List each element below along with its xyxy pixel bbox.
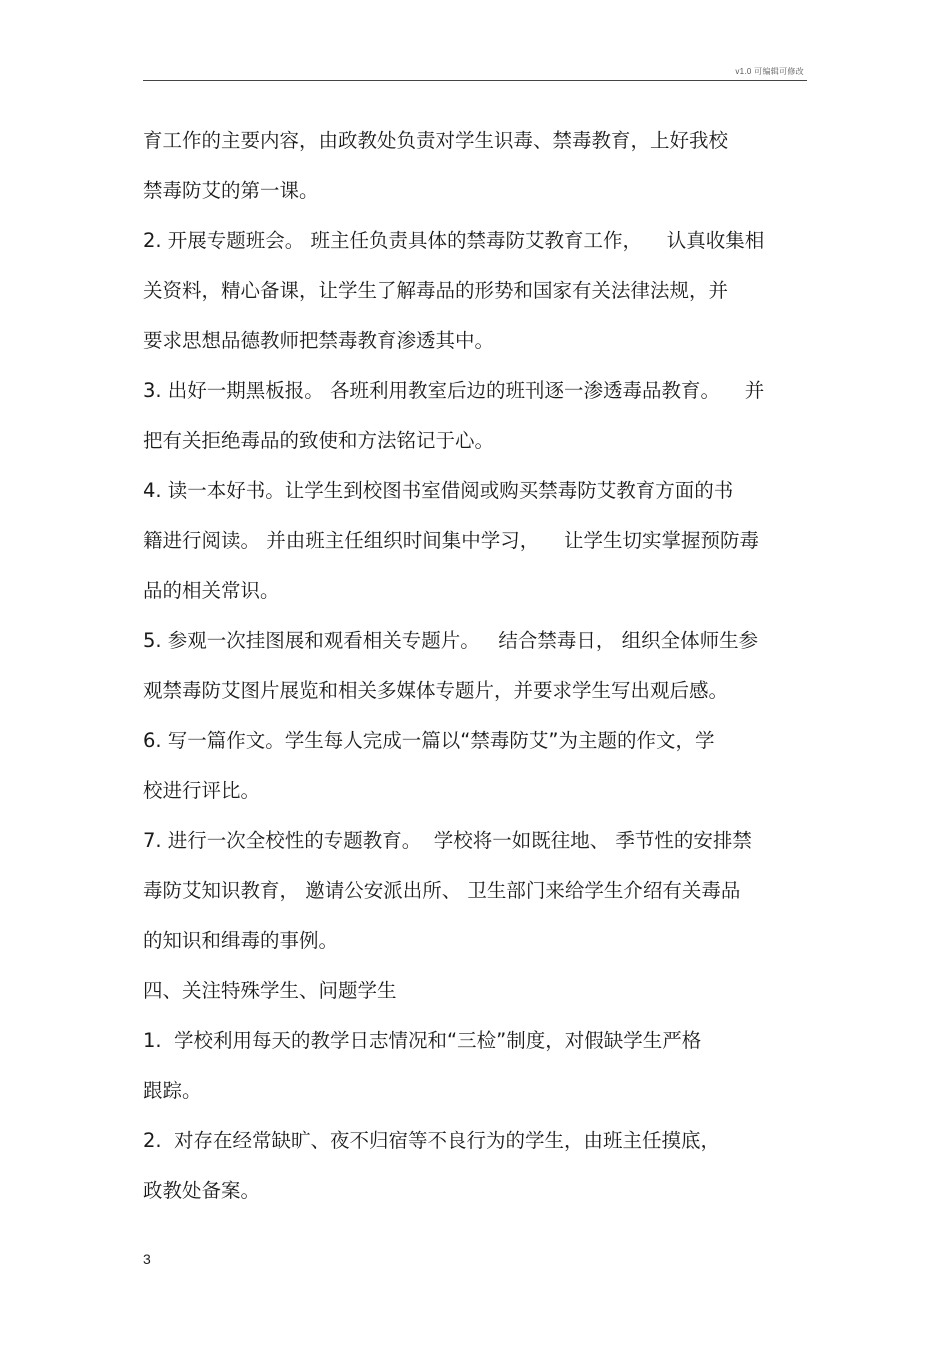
text-line: 禁毒防艾的第一课。 <box>143 179 319 202</box>
text-line: 跟踪。 <box>143 1079 202 1102</box>
text-line: 2. 对存在经常缺旷、夜不归宿等不良行为的学生，由班主任摸底， <box>143 1129 721 1152</box>
text-line: 关资料，精心备课，让学生了解毒品的形势和国家有关法律法规，并 <box>143 279 729 302</box>
version-label: v1.0 可编辑可修改 <box>735 67 804 76</box>
text-line: 5. 参观一次挂图展和观看相关专题片。 结合禁毒日， 组织全体师生参 <box>143 629 759 652</box>
text-line: 毒防艾知识教育， 邀请公安派出所、 卫生部门来给学生介绍有关毒品 <box>143 879 741 902</box>
text-line: 育工作的主要内容，由政教处负责对学生识毒、禁毒教育，上好我校 <box>143 129 729 152</box>
text-line: 校进行评比。 <box>143 779 261 802</box>
document-body <box>143 124 811 1224</box>
text-line: 4. 读一本好书。让学生到校图书室借阅或购买禁毒防艾教育方面的书 <box>143 479 734 502</box>
text-line: 要求思想品德教师把禁毒教育渗透其中。 <box>143 329 495 352</box>
text-line: 把有关拒绝毒品的致使和方法铭记于心。 <box>143 429 495 452</box>
section-heading: 四、关注特殊学生、问题学生 <box>143 979 397 1002</box>
text-line: 3. 出好一期黑板报。 各班利用教室后边的班刊逐一渗透毒品教育。 并 <box>143 379 765 402</box>
text-line: 2. 开展专题班会。 班主任负责具体的禁毒防艾教育工作， 认真收集相 <box>143 229 765 252</box>
header-divider <box>143 80 807 81</box>
text-line: 籍进行阅读。 并由班主任组织时间集中学习， 让学生切实掌握预防毒 <box>143 529 759 552</box>
text-line: 7. 进行一次全校性的专题教育。 学校将一如既往地、 季节性的安排禁 <box>143 829 752 852</box>
text-line: 观禁毒防艾图片展览和相关多媒体专题片，并要求学生写出观后感。 <box>143 679 729 702</box>
text-line: 1. 学校利用每天的教学日志情况和“三检”制度，对假缺学生严格 <box>143 1029 702 1052</box>
text-line: 的知识和缉毒的事例。 <box>143 929 339 952</box>
page-number: 3 <box>143 1251 151 1267</box>
text-line: 品的相关常识。 <box>143 579 280 602</box>
text-line: 政教处备案。 <box>143 1179 261 1202</box>
text-line: 6. 写一篇作文。学生每人完成一篇以“禁毒防艾”为主题的作文，学 <box>143 729 715 752</box>
